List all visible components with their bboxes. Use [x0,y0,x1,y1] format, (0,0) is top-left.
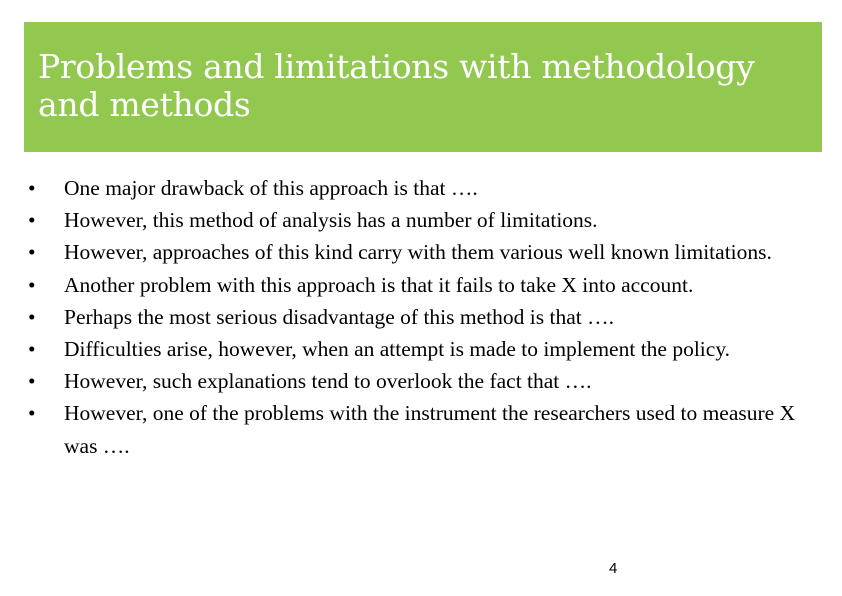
bullet-marker: • [28,304,36,329]
bullet-text: Another problem with this approach is that it fails to take X into account. [64,272,694,297]
page-number: 4 [609,560,618,577]
bullet-marker: • [28,240,36,265]
bullet-text: Perhaps the most serious disadvantage of this method is that …. [64,304,614,329]
bullet-item [28,204,818,236]
bullet-item [28,172,818,204]
bullet-text: However, such explanations tend to overlook the fact that …. [64,369,592,394]
bullet-marker: • [28,369,36,394]
bullet-item [28,301,818,333]
bullet-item [28,397,818,461]
bullet-list [28,172,818,462]
bullet-text: One major drawback of this approach is that …. [64,176,478,200]
bullet-text: However, this method of analysis has a number of limitations. [64,208,598,233]
bullet-marker: • [28,337,36,362]
bullet-text: However, approaches of this kind carry with them various well known limitations. [64,240,772,265]
bullet-marker: • [28,176,36,200]
bullet-marker: • [28,272,36,297]
bullet-marker: • [28,401,36,426]
bullet-text: However, one of the problems with the instrument the researchers used to measure X was …. [64,401,796,458]
bullet-item [28,333,818,365]
title-banner [24,22,822,152]
slide-title: Problems and limitations with methodology and methods [38,47,755,124]
bullet-item [28,236,818,268]
bullet-marker: • [28,208,36,233]
bullet-item [28,365,818,397]
bullet-item [28,269,818,301]
bullet-text: Difficulties arise, however, when an attempt is made to implement the policy. [64,337,731,362]
